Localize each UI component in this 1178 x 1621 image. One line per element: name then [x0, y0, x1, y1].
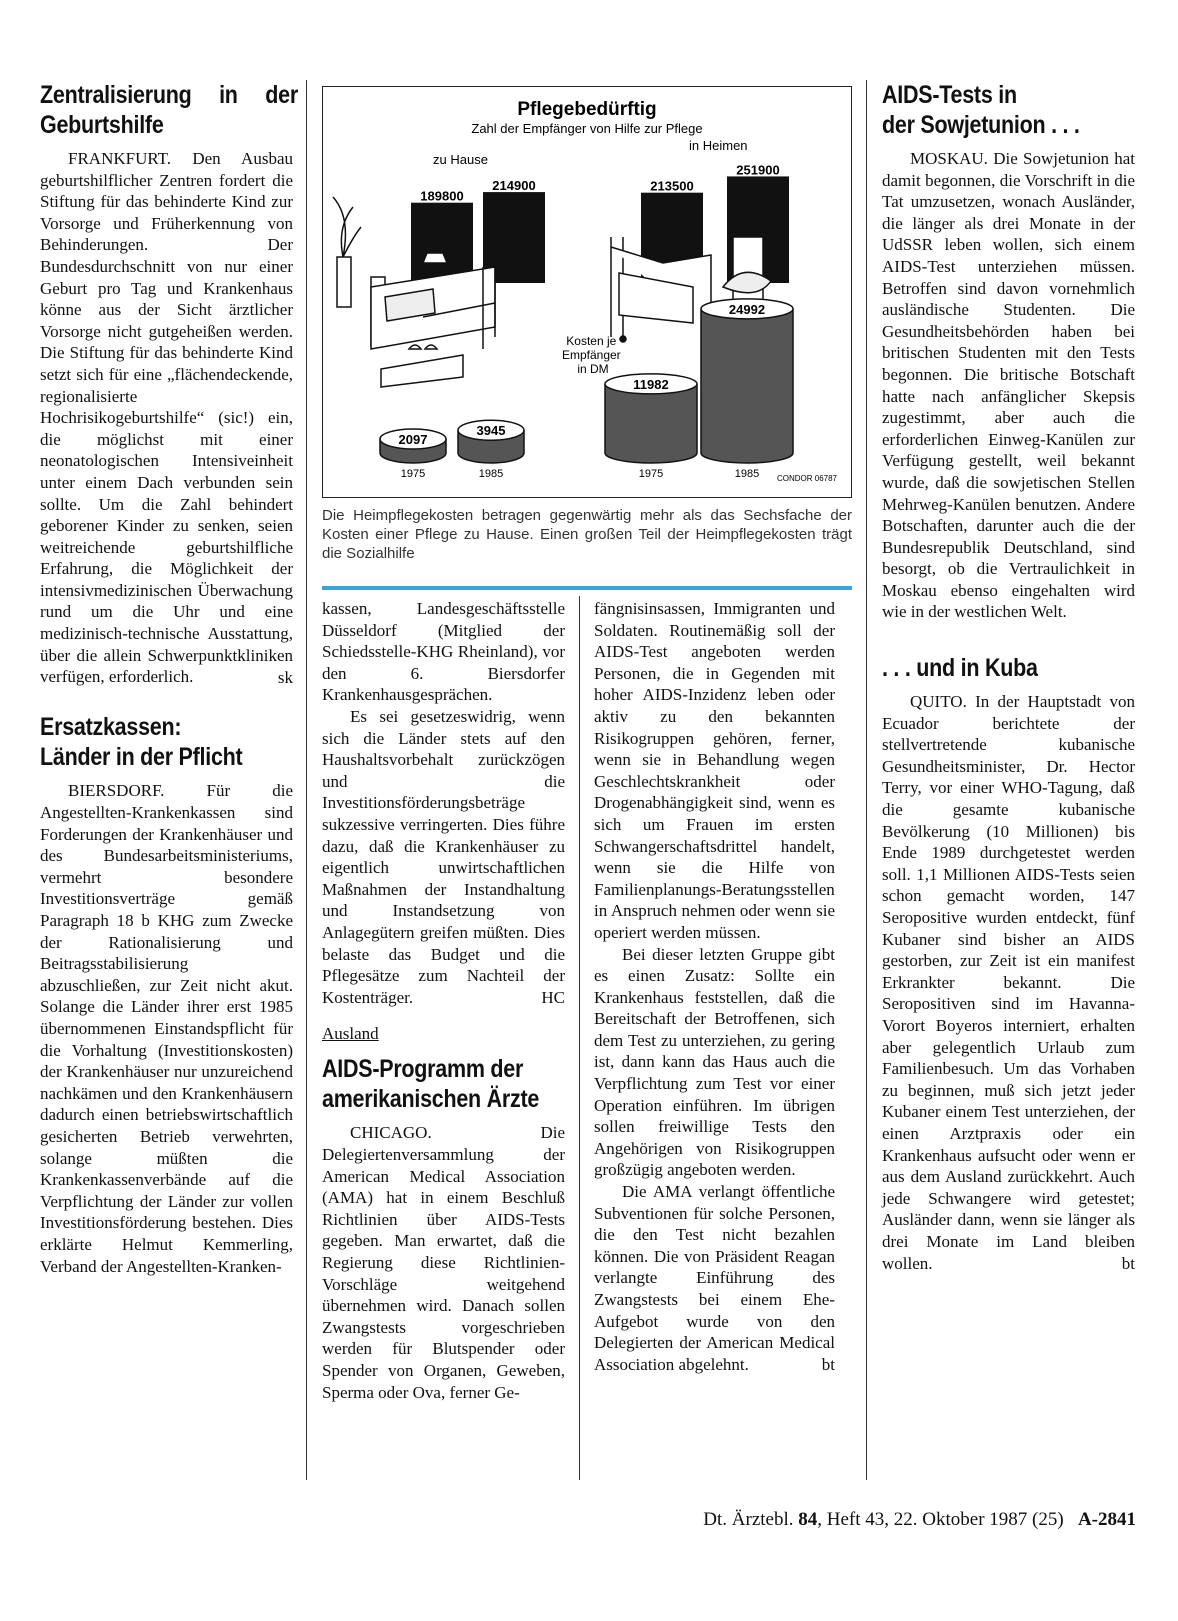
cost-label-line: Empfänger	[561, 348, 621, 362]
cost-label-line: Kosten je	[566, 334, 617, 348]
article-body: BIERSDORF. Für die Angestellten-Krankenkassen sind Forderungen der Krankenhäuser und des Bundesarbeitsministeriums, vermehrt besondere Investitionsverträge gemäß Paragraph 18 b KHG zum Zwecke der Rationalisierung und Beitragsstabilisierung abzuschließen, zur Zeit nicht akut. Solange die Länder ihrer erst 1985 übernommenen Einstandspflicht für die Vorhaltung (Investitionskosten) der Krankenhäuser nur unzureichend nachkämen und den Krankenhäusern dadurch einen betriebswirtschaftlich gesicherten Betrieb verwehrten, solange müßten die Krankenkassenverbände auf die Verpflichtung der Länder zur vollen Investitionsförderung bestehen. Dies erklärte Helmut Kemmerling, Verband der Angestellten-Kranken-	[40, 781, 293, 1276]
headline-line: AIDS-Tests in	[882, 81, 1017, 109]
year-label: 1975	[638, 468, 664, 480]
cost-label-value: 11982	[633, 376, 669, 392]
chart-subtitle: Zahl der Empfänger von Hilfe zur Pflege	[471, 121, 703, 136]
section-label: Ausland	[322, 1023, 379, 1043]
column-4	[882, 80, 1135, 1275]
journal-volume: 84	[798, 1509, 818, 1530]
headline-text: Zentralisierung in der Geburtshilfe	[40, 81, 298, 139]
label-institution: in Heimen	[689, 138, 748, 153]
column-3	[594, 598, 835, 1376]
cost-label	[562, 334, 624, 376]
author-signature: HC	[541, 988, 565, 1008]
headline-line: Länder in der Pflicht	[40, 743, 243, 772]
column-rule	[579, 596, 580, 1480]
cost-label-value: 3945	[476, 423, 506, 439]
article-body: fängnisinsassen, Immigranten und Soldaten. Routinemäßig soll der AIDS-Test angeboten werden Personen, die in Gegenden mit hoher AIDS-Inzidenz leben oder aktiv zu den bekannten Risikogruppen gehören, ferner, wenn sie in Behandlung wegen Geschlechtskrankheit oder Drogenabhängigkeit sind, wenn es sich um Frauen im ersten Schwangerschaftsdrittel handelt, wenn sie die Hilfe von Familienplanungs-Beratungsstellen in Anspruch nehmen oder wenn sie operiert werden müssen.	[594, 599, 835, 942]
column-1	[40, 80, 298, 1277]
column-rule	[866, 80, 867, 1480]
article-body: Bei dieser letzten Gruppe gibt es einen Zusatz: Sollte ein Krankenhaus feststellen, daß die Bereitschaft der Betroffenen, sich dem Test zu unterziehen, zu gering ist, dann kann das Haus auch die Verpflichtung zum Test vor einer Operation einführen. Im übrigen sollen freiwillige Tests den Angehörigen von Risikogruppen großzügig angeboten werden.	[594, 944, 835, 1180]
headline-line: AIDS-Programm der	[322, 1055, 524, 1084]
author-signature: sk	[277, 667, 293, 687]
article-body: kassen, Landesgeschäftsstelle Düsseldorf (Mitglied der Schiedsstelle-KHG Rheinland), vor den 6. Biersdorfer Krankenhausgesprächen.	[322, 599, 565, 705]
cost-label-value: 2097	[398, 432, 428, 447]
chart-figure	[322, 86, 852, 498]
issue-info: , Heft 43, 22. Oktober 1987 (25)	[817, 1509, 1064, 1530]
recipients-bar	[411, 203, 473, 283]
article-body: CHICAGO. Die Delegiertenversammlung der American Medical Association (AMA) hat in einem Beschluß Richtlinien über AIDS-Tests gegeben. Man erwartet, daß die Regierung diese Richtlinien-Vorschläge weitgehend übernehmen wird. Danach sollen Zwangstests vorgeschrieben werden für Blutspender oder Spender von Organen, Geweben, Sperma oder Ova, ferner Ge-	[322, 1123, 565, 1402]
recipients-label: 214900	[492, 178, 536, 194]
cost-label-value: 24992	[728, 301, 766, 317]
year-label: 1985	[478, 468, 504, 480]
column-2	[322, 598, 565, 1403]
recipients-label: 251900	[736, 162, 780, 178]
author-signature: bt	[1121, 1254, 1135, 1274]
recipients-label: 189800	[420, 188, 464, 204]
page-footer	[703, 1509, 1136, 1531]
author-signature: bt	[821, 1355, 835, 1375]
cost-label-line: in DM	[577, 362, 609, 376]
cost-cylinder	[701, 309, 793, 463]
article-body: MOSKAU. Die Sowjetunion hat damit begonnen, die Vorschrift in die Tat umzusetzen, wonach Ausländer, die länger als drei Monate in der UdSSR leben wollen, sich einem AIDS-Test unterziehen müssen. Betroffen sind davon vornehmlich ausländische Studenten. Die Gesundheitsbehörden haben bei britischen Studenten mit den Tests begonnen. Die britische Botschaft hatte nach anfänglicher Skepsis zugestimmt, aber auch die erforderlichen Einweg-Kanülen zur Verfügung gestellt, weil bekannt wurde, daß die sowjetischen Stellen Mehrweg-Kanülen benutzen. Andere Botschaften, darunter auch die der Bundesrepublik Deutschland, sind besorgt, ob die Vertraulichkeit in Moskau ebenso eingehalten wird wie in der westlichen Welt.	[882, 149, 1135, 622]
column-rule	[306, 80, 307, 1480]
article-body: Es sei gesetzeswidrig, wenn sich die Länder stets auf den Haushaltsvorbehalt zurückzögen und die Investitionsförderungsbeträge sukzessive verringerten. Dies führe dazu, daß die Krankenhäuser zu eigentlich unwirtschaftlichen Maßnahmen der Instandhaltung und Instandsetzung von Anlagegütern greifen müßten. Dies belaste das Budget und die Pflegesätze zum Nachteil der Kostenträger.	[322, 706, 565, 1007]
article-body: QUITO. In der Hauptstadt von Ecuador berichtete der stellvertretende kubanische Gesundheitsminister, Dr. Hector Terry, vor einer WHO-Tagung, daß die gesamte kubanische Bevölkerung (10 Millionen) bis Ende 1989 durchgetestet werden soll. 1,1 Millionen AIDS-Tests seien schon gemacht worden, 147 Seropositive wurden entdeckt, fünf Kubaner sind bisher an AIDS gestorben, zur Zeit ist ein manifest Erkrankter bekannt. Die Seropositiven sind im Havanna-Vorort Boyeros interniert, erhalten aber gelegentlich Urlaub zum Familienbesuch. Um das Vorhaben zu beginnen, muß sich jetzt jeder Kubaner einem Test unterziehen, der einen Arztpraxis oder ein Krankenhaus aufsucht oder wenn er aus dem Ausland zurückkehrt. Auch jede Schwangere wird getestet; Ausländer dann, wenn sie länger als drei Monate im Land bleiben wollen.	[882, 692, 1135, 1273]
recipients-label: 213500	[650, 178, 694, 194]
cost-cylinder	[605, 384, 697, 463]
page-number: A-2841	[1077, 1509, 1136, 1530]
article-headline	[322, 1054, 540, 1114]
chart-title: Pflegebedürftig	[517, 99, 657, 120]
headline-line: der Sowjetunion . . .	[882, 111, 1080, 139]
accent-divider	[322, 586, 852, 590]
article-body: FRANKFURT. Den Ausbau geburtshilflicher Zentren fordert die Stiftung für das behinderte Kind zur Vorsorge und Früherkennung von Behinderungen. Der Bundesdurchschnitt von nur einer Geburt pro Tag und Krankenhaus könne aus der Sicht ärztlicher Vorsorge nicht gutgeheißen werden. Die Stiftung für das behinderte Kind setzt sich für eine „flächendeckende, regionalisierte Hochrisikogeburtshilfe“ (sic!) ein, die möglichst mit einer neonatologischen Intensiveinheit unter einem Dach verbunden sein sollte. Um die Zahl behindert geborener Kinder zu senken, seien weitreichende geburtshilfliche Erfahrung, die Möglichkeit der intensivmedizinischen Überwachung rund um die Uhr und eine medizinisch-technische Ausstattung, über die allein Schwerpunktkliniken verfügen, erforderlich.	[40, 149, 293, 687]
year-label: 1975	[400, 468, 426, 480]
article-headline	[40, 80, 298, 140]
chart-credit: CONDOR 06787	[776, 474, 838, 483]
article-body: Die AMA verlangt öffentliche Subventionen für solche Personen, die den Test nicht bezahlen können. Die von Präsident Reagan verlangte Einführung des Zwangstests bei einem Ehe-Aufgebot wurde von den Delegierten der American Medical Association abgelehnt.	[594, 1182, 835, 1374]
article-headline	[882, 80, 1100, 140]
chart-caption: Die Heimpflegekosten betragen gegenwärtig mehr als das Sechsfache der Kosten einer Pflege zu Hause. Einen großen Teil der Heimpflegekosten trägt die Sozialhilfe	[322, 507, 852, 562]
article-headline: . . . und in Kuba	[882, 654, 1038, 683]
headline-line: Ersatzkassen:	[40, 713, 182, 742]
article-headline	[40, 712, 258, 772]
year-label: 1985	[734, 468, 760, 480]
label-home: zu Hause	[433, 152, 488, 167]
journal-name: Dt. Ärztebl.	[703, 1509, 794, 1530]
chart-svg	[323, 87, 851, 497]
headline-line: amerikanischen Ärzte	[322, 1085, 540, 1114]
